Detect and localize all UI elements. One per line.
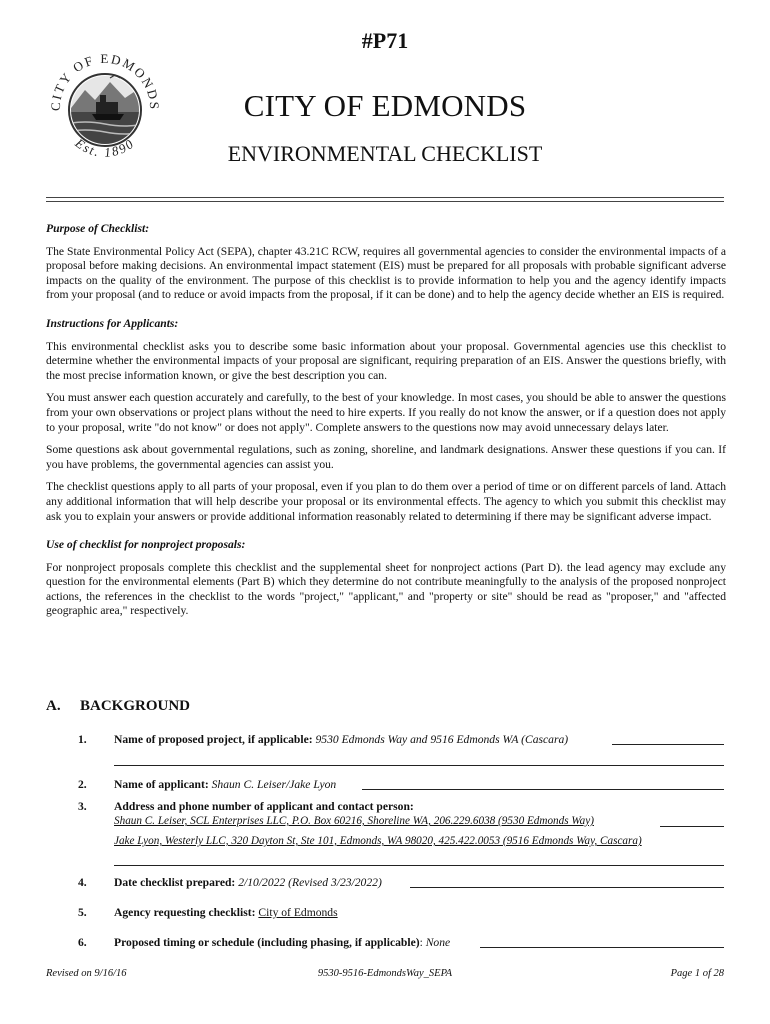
project-name-answer[interactable]: 9530 Edmonds Way and 9516 Edmonds WA (Cascara) (315, 733, 569, 746)
date-prepared-answer[interactable]: 2/10/2022 (Revised 3/23/2022) (238, 876, 382, 889)
instructions-paragraph-2: You must answer each question accurately and carefully, to the best of your knowledge. In most cases, you should be able to answer the questions from your own observations or project plans without the need to hire experts. If you really do not know the answer, or if a question does not apply to your proposal, write "do not know" or does not apply". Complete answers to the questions now may avoid unnecessary delays later. (46, 391, 726, 434)
agency-answer[interactable]: City of Edmonds (258, 906, 338, 919)
seal-text-bottom: Est. 1890 (72, 135, 138, 160)
item-label: Date checklist prepared: (114, 876, 236, 889)
instructions-heading: Instructions for Applicants: (46, 316, 179, 330)
timing-answer[interactable]: None (425, 936, 451, 949)
background-section-heading (46, 698, 190, 715)
instructions-paragraph-4: The checklist questions apply to all parts of your proposal, even if you plan to do them over a period of time or on different parcels of land. Attach any additional information that will help describe your proposal or its environmental effects. The agency to which you submit this checklist may ask you to explain your answers or provide additional information reasonably related to determining if there may be significant adverse impact. (46, 480, 726, 523)
answer-line (362, 789, 724, 790)
footer-revised: Revised on 9/16/16 (46, 968, 127, 979)
nonproject-paragraph: For nonproject proposals complete this checklist and the supplemental sheet for nonproject actions (Part D). the lead agency may exclude any question for the environmental elements (Part B) which they determine do not contribute meaningfully to the analysis of the proposed nonproject actions, the references in the checklist to the words "project," "applicant," and "property or site" should be read as "proposer," and "affected geographic area," respectively. (46, 560, 726, 618)
item-label: Name of proposed project, if applicable: (114, 733, 313, 746)
answer-line (660, 826, 724, 827)
footer-page-number: Page 1 of 28 (670, 968, 724, 979)
nonproject-heading: Use of checklist for nonproject proposals: (46, 538, 246, 552)
applicant-name-answer[interactable]: Shaun C. Leiser/Jake Lyon (211, 778, 337, 791)
contact-line-1[interactable]: Shaun C. Leiser, SCL Enterprises LLC, P.O. Box 60216, Shoreline WA, 206.229.6038 (9530 Edmonds Way) (114, 815, 594, 827)
document-title: CITY OF EDMONDS (243, 88, 527, 123)
header-rule-top (46, 197, 724, 198)
item-number: 1. (78, 733, 87, 746)
instructions-paragraph-3: Some questions ask about governmental regulations, such as zoning, shoreline, and landmark designations. Answer these questions if you can. If you have problems, the governmental agencies can assist you. (46, 443, 726, 471)
seal-text-top: CITY OF EDMONDS (47, 50, 163, 112)
city-seal-logo (40, 40, 170, 170)
item-number: 5. (78, 906, 87, 919)
purpose-paragraph: The State Environmental Policy Act (SEPA), chapter 43.21C RCW, requires all governmental agencies to consider the environmental impacts of a proposal before making decisions. An environmental impact statement (EIS) must be prepared for all proposals with probable significant adverse impacts on the quality of the environment. The purpose of this checklist is to provide information to help you and the agency identify impacts from your proposal (and to reduce or avoid impacts from the proposal, if it can be done) and to help the agency decide whether an EIS is required. (46, 244, 726, 302)
item-number: 4. (78, 876, 87, 889)
checklist-intro (46, 222, 726, 627)
answer-line (480, 947, 724, 948)
item-number: 6. (78, 936, 87, 949)
section-title: BACKGROUND (80, 698, 191, 714)
answer-line (114, 765, 724, 766)
header-rule-bottom (46, 201, 724, 202)
document-subtitle: ENVIRONMENTAL CHECKLIST (227, 141, 543, 166)
background-item-6: 6. Proposed timing or schedule (including phasing, if applicable): None (78, 936, 451, 949)
answer-line (114, 865, 724, 866)
item-label: Proposed timing or schedule (including phasing, if applicable) (114, 936, 420, 949)
answer-line (410, 887, 724, 888)
answer-line (612, 744, 724, 745)
purpose-heading: Purpose of Checklist: (46, 222, 150, 235)
footer-filename: 9530-9516-EdmondsWay_SEPA (317, 968, 453, 979)
background-item-3 (78, 800, 726, 813)
page-id: #P71 (361, 28, 409, 53)
item-label: Name of applicant: (114, 778, 209, 791)
item-number: 3. (78, 800, 87, 813)
item-label: Address and phone number of applicant and contact person: (114, 800, 414, 813)
contact-line-2[interactable]: Jake Lyon, Westerly LLC, 320 Dayton St, Ste 101, Edmonds, WA 98020, 425.422.0053 (9516 Edmonds Way, Cascara) (114, 835, 642, 847)
item-label: Agency requesting checklist: (114, 906, 256, 919)
background-item-5 (78, 906, 726, 919)
instructions-paragraph-1: This environmental checklist asks you to describe some basic information about your proposal. Governmental agencies use this checklist to determine whether the environmental impacts of your proposal are significant, requiring preparation of an EIS. Answer the questions briefly, with the most precise information known, or give the best description you can. (46, 339, 726, 382)
item-number: 2. (78, 778, 87, 791)
section-letter: A. (46, 698, 61, 714)
